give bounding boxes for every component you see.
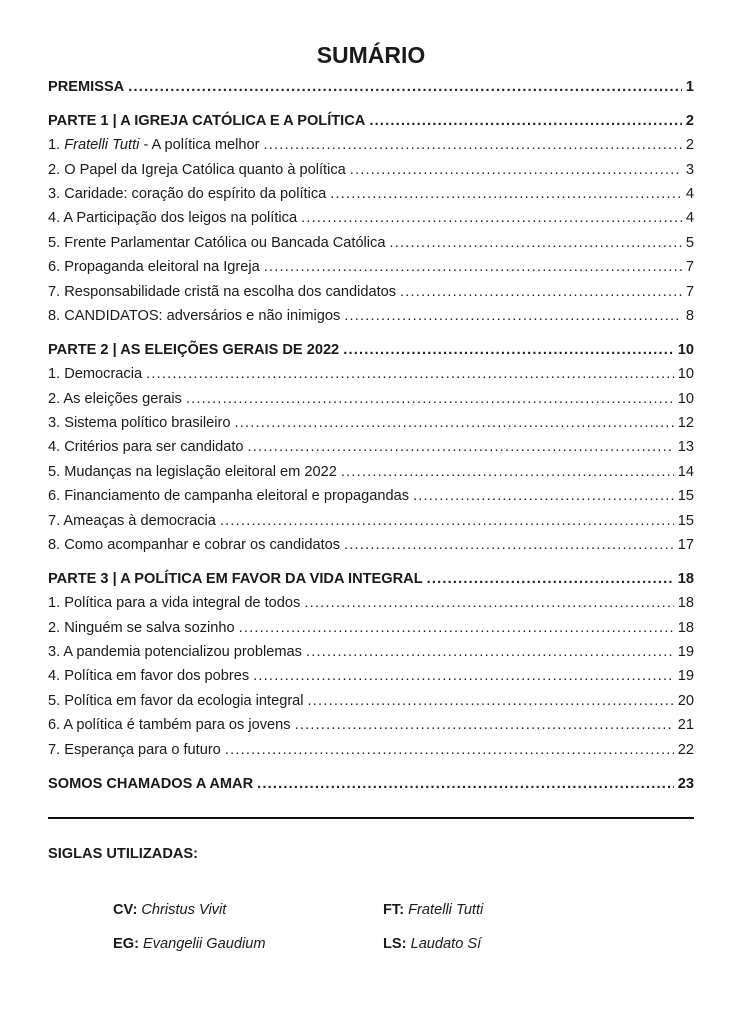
toc-leader-dots [253,664,674,688]
toc-leader-dots [344,533,674,557]
toc-page-number: 12 [677,415,694,432]
toc-entry-label: 5. Frente Parlamentar Católica ou Bancada Católica [48,234,386,251]
abbreviation-code: CV: [113,902,138,918]
toc-entry [48,206,694,230]
toc-entry [48,387,694,411]
toc-entry-label: 5. Mudanças na legislação eleitoral em 2022 [48,463,337,480]
toc-entry-label: 7. Ameaças à democracia [48,512,216,529]
summary-page [48,0,694,796]
toc-entry-label: 8. Como acompanhar e cobrar os candidatos [48,537,341,554]
table-of-contents [48,75,694,796]
toc-entry [48,304,694,328]
toc-entry [48,689,694,713]
toc-page-number: 22 [677,741,694,758]
toc-page-number: 19 [677,644,694,661]
toc-page-number: 17 [677,537,694,554]
toc-entry [48,362,694,386]
toc-part-heading [48,772,694,796]
toc-page-number: 7 [685,259,694,276]
toc-entry-label: 3. Caridade: coração do espírito da política [48,186,327,203]
toc-page-number: 10 [677,341,694,358]
toc-entry-label [48,133,259,157]
toc-entry-label: 7. Responsabilidade cristã na escolha dos candidatos [48,283,397,300]
toc-entry-label: PREMISSA [48,79,125,95]
page-title: SUMÁRIO [316,42,426,68]
abbreviation-code: FT: [383,902,405,918]
toc-leader-dots [146,362,674,386]
toc-leader-dots [128,75,682,99]
toc-part-heading [48,567,694,591]
toc-entry-label: 2. O Papel da Igreja Católica quanto à política [48,161,346,178]
toc-page-number: 1 [685,79,694,95]
toc-page-number: 18 [677,570,694,587]
toc-page-number: 23 [677,775,694,792]
toc-leader-dots [295,713,674,737]
toc-leader-dots [389,231,681,255]
toc-page-number: 2 [685,137,694,154]
toc-entry-label: 8. CANDIDATOS: adversários e não inimigos [48,308,341,325]
section-divider [48,817,694,819]
toc-leader-dots [264,255,682,279]
toc-entry-label: 1. Democracia [48,366,143,383]
toc-leader-dots [350,158,682,182]
abbreviation-name: Fratelli Tutti [408,902,484,918]
toc-leader-dots [186,387,674,411]
toc-leader-dots [344,304,682,328]
toc-leader-dots [341,460,674,484]
toc-leader-dots [235,411,674,435]
toc-entry-label: 3. A pandemia potencializou problemas [48,644,302,661]
toc-entry-label: 4. Política em favor dos pobres [48,668,250,685]
toc-entry [48,640,694,664]
toc-label-suffix: - A política melhor [139,137,260,154]
toc-page-number: 15 [677,488,694,505]
abbreviation-item [113,936,266,952]
toc-entry [48,255,694,279]
toc-entry-label: PARTE 3 | A POLÍTICA EM FAVOR DA VIDA INTEGRAL [48,570,423,587]
toc-entry-label: PARTE 2 | AS ELEIÇÕES GERAIS DE 2022 [48,341,340,358]
toc-entry [48,411,694,435]
toc-entry [48,158,694,182]
toc-leader-dots [427,567,674,591]
toc-leader-dots [239,616,674,640]
toc-entry-label: 1. Política para a vida integral de todos [48,595,301,612]
toc-leader-dots [248,435,674,459]
toc-page-number: 14 [677,463,694,480]
toc-leader-dots [304,591,673,615]
abbreviations-title: SIGLAS UTILIZADAS: [48,846,198,862]
toc-page-number: 3 [685,161,694,178]
abbreviation-name: Evangelii Gaudium [143,936,266,952]
toc-entry [48,231,694,255]
toc-entry [48,484,694,508]
toc-leader-dots [263,133,681,157]
toc-page-number: 8 [685,308,694,325]
toc-label-italic: Fratelli Tutti [64,137,140,154]
toc-page-number: 21 [677,717,694,734]
toc-page-number: 4 [685,186,694,203]
toc-page-number: 18 [677,595,694,612]
toc-page-number: 10 [677,390,694,407]
toc-entry [48,182,694,206]
toc-page-number: 15 [677,512,694,529]
toc-entry-label: 3. Sistema político brasileiro [48,415,231,432]
abbreviation-code: EG: [113,936,139,952]
toc-entry [48,616,694,640]
toc-page-number: 5 [685,234,694,251]
toc-leader-dots [306,640,674,664]
toc-leader-dots [257,772,674,796]
abbreviation-code: LS: [383,936,407,952]
abbreviation-name: Laudato Sí [410,936,482,952]
toc-leader-dots [330,182,682,206]
toc-page-number: 18 [677,619,694,636]
toc-part-heading [48,75,694,99]
abbreviation-item [383,936,481,952]
toc-entry-label: 6. Financiamento de campanha eleitoral e propagandas [48,488,410,505]
toc-entry [48,435,694,459]
toc-entry-label: 6. A política é também para os jovens [48,717,291,734]
toc-entry-label: 2. As eleições gerais [48,390,182,407]
toc-entry-label: 5. Política em favor da ecologia integral [48,692,304,709]
abbreviation-name: Christus Vivit [141,902,227,918]
toc-page-number: 4 [685,210,694,227]
toc-leader-dots [413,484,674,508]
toc-label-prefix: 1. [48,137,65,154]
toc-leader-dots [225,738,674,762]
toc-entry-label: SOMOS CHAMADOS A AMAR [48,775,254,792]
toc-entry [48,738,694,762]
toc-page-number: 2 [685,112,694,129]
toc-leader-dots [343,338,674,362]
toc-entry [48,664,694,688]
toc-entry [48,533,694,557]
toc-leader-dots [301,206,682,230]
abbreviation-item [113,902,226,918]
toc-entry-label: 4. A Participação dos leigos na política [48,210,298,227]
toc-page-number: 19 [677,668,694,685]
toc-page-number: 20 [677,692,694,709]
toc-leader-dots [220,509,674,533]
toc-entry [48,713,694,737]
toc-page-number: 7 [685,283,694,300]
toc-leader-dots [369,109,682,133]
toc-part-heading [48,338,694,362]
toc-leader-dots [400,280,682,304]
abbreviation-item [383,902,483,918]
toc-entry-label: 4. Critérios para ser candidato [48,439,244,456]
toc-entry [48,133,694,157]
toc-entry-label: 7. Esperança para o futuro [48,741,221,758]
toc-entry-label: PARTE 1 | A IGREJA CATÓLICA E A POLÍTICA [48,112,366,129]
toc-entry [48,591,694,615]
toc-entry [48,509,694,533]
toc-entry-label: 2. Ninguém se salva sozinho [48,619,235,636]
toc-part-heading [48,109,694,133]
toc-page-number: 10 [677,366,694,383]
toc-page-number: 13 [677,439,694,456]
toc-leader-dots [308,689,674,713]
toc-entry [48,280,694,304]
toc-entry [48,460,694,484]
toc-entry-label: 6. Propaganda eleitoral na Igreja [48,259,260,276]
